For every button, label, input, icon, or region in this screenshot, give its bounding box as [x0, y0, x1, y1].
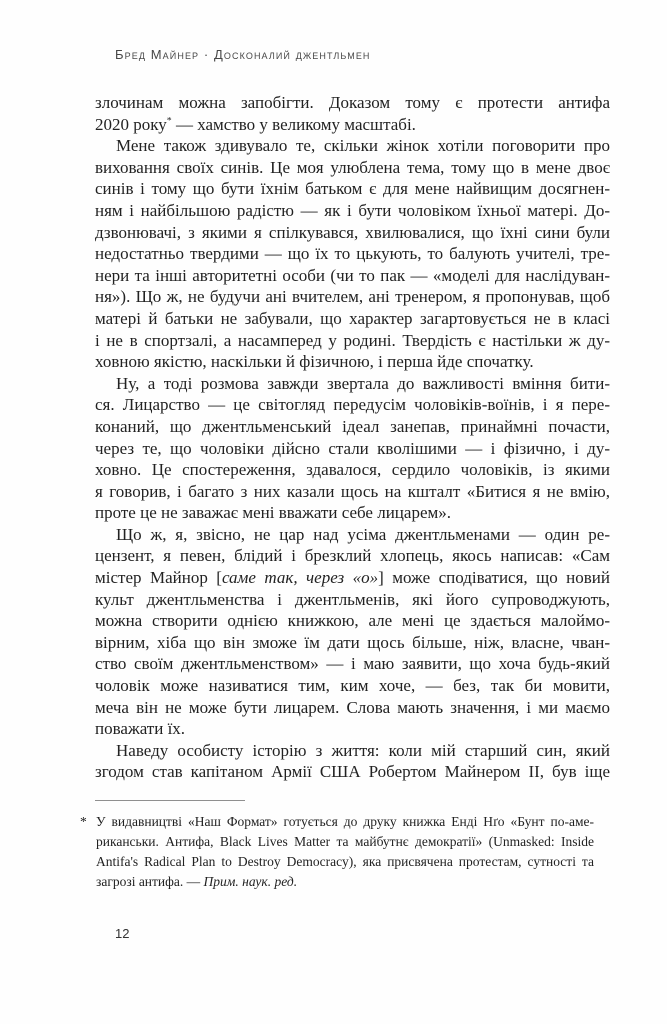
- text-line: виховання своїх синів. Це моя улюблена тема, тому що в мене двоє: [95, 157, 610, 177]
- paragraph: [95, 92, 610, 135]
- text-line: ням і найбільшою радістю — як і бути чоловіком їхньої матері. До-: [95, 200, 610, 220]
- text-line: культ джентльменства і джентльменів, які його супроводжують,: [95, 589, 610, 609]
- text-line: меча він не може бути лицарем. Слова мають значення, і ми маємо: [95, 697, 610, 717]
- text-line: дзвонювачі, з якими я спілкувався, хвилювалися, що їхні сини були: [95, 222, 610, 242]
- footnote-line: загрозі антифа. — Прим. наук. ред.: [96, 874, 298, 889]
- text-line: Наведу особисту історію з життя: коли мій старший син, який: [116, 740, 610, 760]
- text-line: матері й батьки не забували, що характер загартовується не в класі: [95, 308, 610, 328]
- text-line: Ну, а тоді розмова завжди звертала до важливості вміння бити-: [116, 373, 610, 393]
- text-line: ховно. Це спостереження, здавалося, сердило чоловіків, із якими: [95, 460, 610, 480]
- text-line: через те, що чоловіки дійсно стали кволішими — і фізично, і ду-: [95, 438, 610, 458]
- text-line: ство своїм джентльменством» — і маю заявити, що хоча будь-який: [95, 654, 610, 674]
- paragraph: [95, 373, 610, 524]
- text-line: і не в спортзалі, а насамперед у родині. Твердість є настільки ж ду-: [95, 330, 610, 350]
- text-block: [95, 92, 610, 783]
- page-number: 12: [115, 926, 130, 941]
- footnote: [80, 812, 596, 892]
- text-line: містер Майнор [саме так, через «о»] може сподіватися, що новий: [95, 568, 610, 588]
- footnote-marker: *: [80, 814, 87, 829]
- paragraph: [95, 524, 610, 740]
- text-line: проте це не заважає мені вважати себе лицарем».: [95, 503, 452, 523]
- text-line: нери та інші авторитетні особи (чи то пак — «моделі для наслідуван-: [95, 265, 610, 285]
- text-line: ховною якістю, наскільки й фізичною, і перша йде спочатку.: [95, 352, 534, 372]
- text-line: цензент, я певен, блідий і брезклий хлопець, якось написав: «Сам: [95, 546, 610, 566]
- footnote-line: Antifa's Radical Plan to Destroy Democracy), яка присвячена протестам, сутності та: [96, 854, 594, 869]
- footnote-line: риканськи. Антифа, Black Lives Matter та майбутнє демократії» (Unmasked: Inside: [96, 834, 594, 849]
- text-line: можна створити однією книжкою, але мені це здається малоймо-: [95, 611, 610, 631]
- text-line: конаний, що джентльменський ідеал занепав, принаймні почасти,: [95, 416, 610, 436]
- footnote-text: [96, 812, 594, 892]
- text-line: згодом став капітаном Армії США Робертом Майнером II, був іще: [95, 762, 610, 782]
- text-line: поважати їх.: [95, 719, 186, 739]
- text-line: я говорив, і багато з них казали щось на кшталт «Битися я не вмію,: [95, 481, 610, 501]
- text-line: 2020 року* — хамство у великому масштабі.: [95, 114, 416, 134]
- footnote-line: У видавництві «Наш Формат» готується до друку книжка Енді Нґо «Бунт по-аме-: [96, 814, 594, 829]
- text-line: Мене також здивувало те, скільки жінок хотіли поговорити про: [116, 136, 610, 156]
- text-line: Що ж, я, звісно, не цар над усіма джентльменами — один ре-: [116, 524, 610, 544]
- text-line: синів і тому що бути їхнім батьком є для мене найвищим досягнен-: [95, 179, 610, 199]
- text-line: чоловік може називатися тим, ким хоче, — без, так би мовити,: [95, 676, 610, 696]
- footnote-divider: [95, 800, 245, 801]
- running-header: Бред Майнер · Досконалий джентльмен: [115, 47, 371, 62]
- text-line: ня»). Що ж, не будучи ані вчителем, ані тренером, я пропонував, щоб: [95, 287, 610, 307]
- text-line: недостатньо твердими — що їх то цькують, то балують учителі, тре-: [95, 244, 610, 264]
- text-line: вірним, хіба що він зможе їм дати щось більше, ніж, власне, чван-: [95, 632, 610, 652]
- text-line: злочинам можна запобігти. Доказом тому є протести антифа: [95, 93, 610, 112]
- paragraph: [95, 135, 610, 373]
- paragraph: [95, 740, 610, 783]
- text-line: ся. Лицарство — це світогляд передусім чоловіків-воїнів, і я пере-: [95, 395, 610, 415]
